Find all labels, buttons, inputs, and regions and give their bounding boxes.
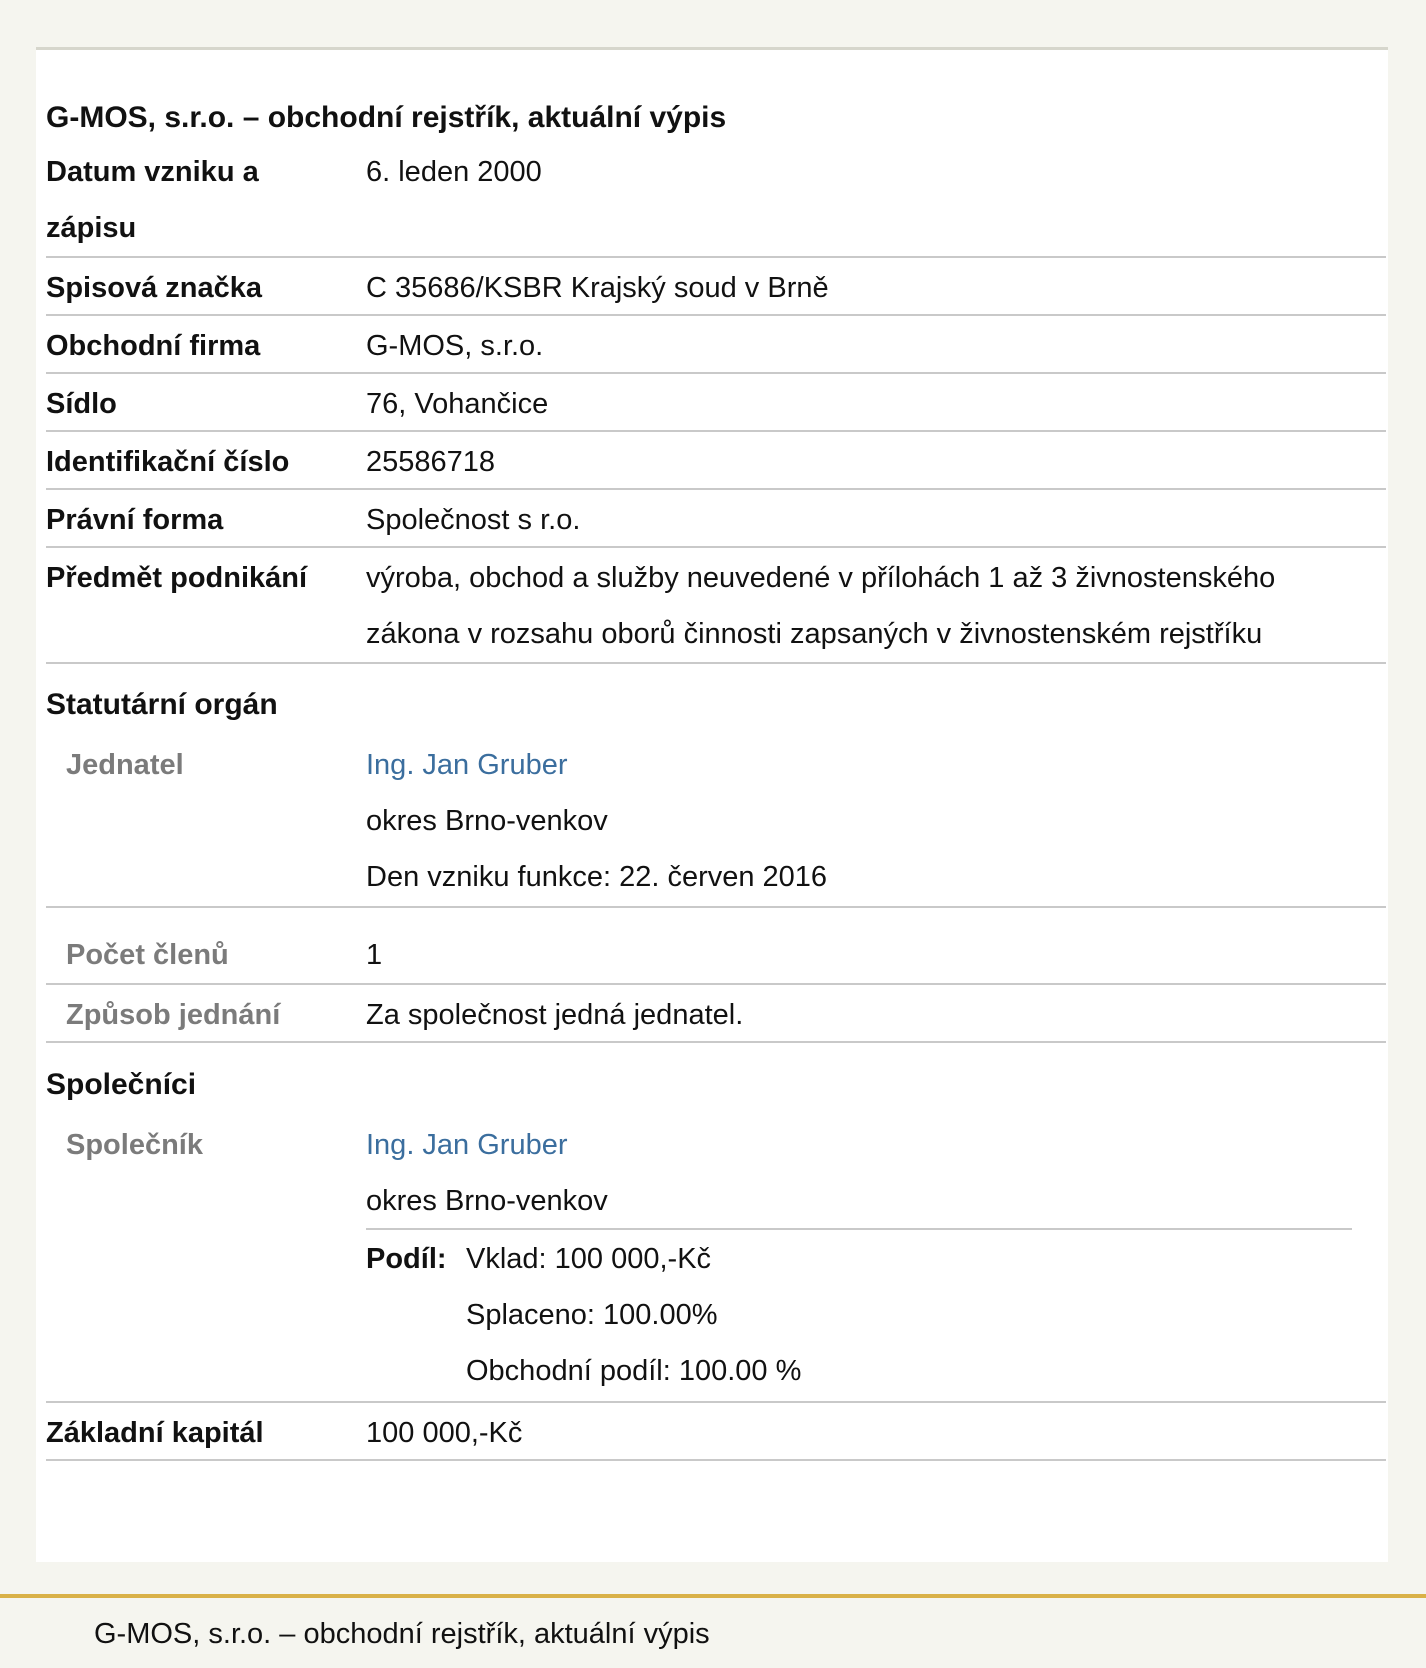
row-spolecnik <box>46 1115 1386 1403</box>
predmet-value-line2: zákona v rozsahu oborů činnosti zapsaných v živnostenském rejstříku <box>366 618 1263 650</box>
podil-obchodni: Obchodní podíl: 100.00 % <box>466 1355 802 1387</box>
row-spisova-znacka <box>46 258 1386 316</box>
row-zakladni-kapital <box>46 1403 1386 1461</box>
footer-title: G-MOS, s.r.o. – obchodní rejstřík, aktuální výpis <box>94 1618 710 1650</box>
firma-label: Obchodní firma <box>46 330 261 362</box>
row-zpusob-jednani <box>46 985 1386 1043</box>
podil-vklad: Vklad: 100 000,-Kč <box>466 1243 712 1275</box>
row-datum-vzniku <box>46 141 1386 258</box>
firma-value: G-MOS, s.r.o. <box>366 330 544 362</box>
spolecnik-label: Společník <box>66 1129 203 1161</box>
predmet-label: Předmět podnikání <box>46 562 308 594</box>
row-pravni-forma <box>46 490 1386 548</box>
ico-value: 25586718 <box>366 446 496 478</box>
forma-label: Právní forma <box>46 504 224 536</box>
pocet-value: 1 <box>366 939 383 971</box>
row-predmet-podnikani <box>46 548 1386 664</box>
jednatel-den-vzniku: Den vzniku funkce: 22. červen 2016 <box>366 861 828 893</box>
sidlo-value: 76, Vohančice <box>366 388 549 420</box>
zpusob-label: Způsob jednání <box>66 999 281 1031</box>
row-identifikacni-cislo <box>46 432 1386 490</box>
predmet-value-line1: výroba, obchod a služby neuvedené v přílohách 1 až 3 živnostenského <box>366 562 1276 594</box>
pocet-label: Počet členů <box>66 939 229 971</box>
row-pocet-clenu <box>46 908 1386 985</box>
kapital-value: 100 000,-Kč <box>366 1417 523 1449</box>
row-jednatel <box>46 735 1386 908</box>
datum-label-line1: Datum vzniku a <box>46 156 259 188</box>
forma-value: Společnost s r.o. <box>366 504 581 536</box>
jednatel-name-link[interactable]: Ing. Jan Gruber <box>366 749 568 781</box>
jednatel-okres: okres Brno-venkov <box>366 805 608 837</box>
spisova-label: Spisová značka <box>46 272 262 304</box>
kapital-label: Základní kapitál <box>46 1417 264 1449</box>
spolecnik-name-link[interactable]: Ing. Jan Gruber <box>366 1129 568 1161</box>
footer-divider <box>0 1594 1426 1598</box>
section-spolecnici: Společníci <box>46 1068 197 1101</box>
register-card <box>36 50 1388 1562</box>
podil-label: Podíl: <box>366 1243 447 1275</box>
section-statutarni-organ: Statutární orgán <box>46 688 278 721</box>
podil-splaceno: Splaceno: 100.00% <box>466 1299 718 1331</box>
spisova-value: C 35686/KSBR Krajský soud v Brně <box>366 272 829 304</box>
ico-label: Identifikační číslo <box>46 446 290 478</box>
zpusob-value: Za společnost jedná jednatel. <box>366 999 744 1031</box>
row-obchodni-firma <box>46 316 1386 374</box>
row-sidlo <box>46 374 1386 432</box>
page-title: G-MOS, s.r.o. – obchodní rejstřík, aktuální výpis <box>46 101 727 134</box>
jednatel-label: Jednatel <box>66 749 184 781</box>
datum-value: 6. leden 2000 <box>366 156 542 188</box>
spolecnik-okres: okres Brno-venkov <box>366 1185 608 1217</box>
datum-label-line2: zápisu <box>46 212 137 244</box>
sidlo-label: Sídlo <box>46 388 117 420</box>
